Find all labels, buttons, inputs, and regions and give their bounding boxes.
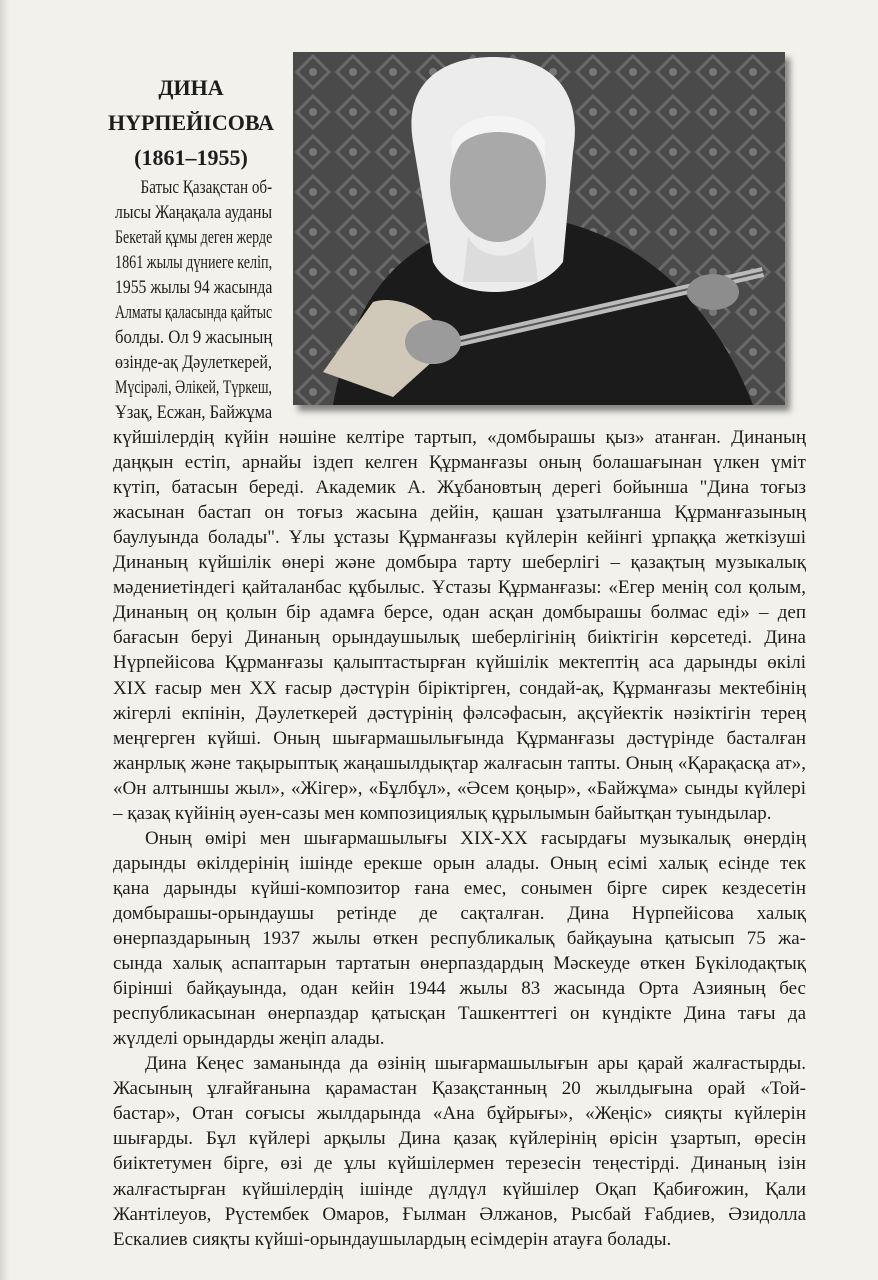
text-line: Бекетай құмы деген жерде	[115, 226, 273, 248]
text-line: 1861 жылы дүниеге келіп,	[115, 251, 273, 273]
text-line: баулуында болады". Ұлы ұстазы Құрманғазы күйлерін кейінгі ұрпаққа жеткізуші	[113, 527, 806, 549]
text-line: болды. Ол 9 жасының	[115, 326, 273, 348]
text-line: XIX ғасыр мен XX ғасыр дәстүрін біріктірген, сондай-ақ, Құрманғазы мектебінің	[113, 677, 806, 699]
text-line: Динаның оң қолын бір адамға берсе, одан асқан домбырашы болмас еді» – деп	[113, 602, 806, 624]
text-line: жалғастырған күйшілердің ішінде дүлдүл күйшілер Оқап Қабиғожин, Қали	[113, 1178, 806, 1200]
article-title	[95, 70, 287, 175]
text-line: өнерпаздарының 1937 жылы өткен республикалық байқауына қатысып 75 жа-	[113, 928, 806, 949]
text-line: мәдениетіндегі қайталанбас құбылыс. Ұстазы Құрманғазы: «Егер менің сол қолым,	[113, 577, 806, 599]
text-line: «Он алтыншы жыл», «Жігер», «Бұлбұл», «Әсем қоңыр», «Байжұма» сынды күйлері	[113, 777, 806, 799]
text-line: бірінші байқауында, одан кейін 1944 жылы 83 жасында Орта Азияның бес	[113, 978, 806, 1000]
text-line: дарынды өкілдерінің ішінде ерекше орын алады. Оның есімі халық есінде тек	[113, 852, 806, 874]
text-line: шығарды. Бұл күйлері арқылы Дина қазақ күйлерінің өрісін ұзартып, өресін	[113, 1128, 806, 1150]
text-line: жігерлі екпінін, Дәулеткерей дәстүрінің фәлсәфасын, ақсүйектік нәзіктігін терең	[113, 702, 806, 724]
text-line: Батыс Қазақстан об-	[140, 176, 273, 198]
text-line: Мүсірәлі, Әлікей, Түркеш,	[115, 376, 272, 398]
text-line: жасынан бастап он тоғыз жасына дейін, қашан ұзатылғанша Құрманғазының	[113, 502, 806, 524]
text-line: Ұзақ, Есжан, Байжұма	[115, 402, 273, 423]
text-line: сында халық аспаптарын тартатын өнерпаздардың Мәскеуде өткен Бүкілодақтық	[113, 953, 806, 974]
text-line: Жантілеуов, Рүстембек Омаров, Ғылман Әлжанов, Рысбай Ғабдиев, Әзидолла	[113, 1203, 806, 1225]
page-edge	[0, 0, 10, 1280]
text-line: меңгерген күйші. Оның шығармашылығында Құрманғазы дәстүрінде басталған	[113, 727, 806, 749]
text-line: домбырашы-орындаушы ретінде де сақталған. Дина Нүрпейісова халық	[113, 902, 806, 924]
text-line: Нүрпейісова Құрманғазы қалыптастырған күйшілік мектептің аса дарынды өкілі	[113, 652, 806, 674]
text-line: Динаның күйшілік өнері және домбыра тарту шеберлігі – қазақтың музыкалық	[113, 552, 806, 574]
title-surname: НҮРПЕЙІСОВА	[107, 110, 275, 135]
text-line: жанрлық және тақырыптық жаңашылдықтар жалғасын тапты. Оның «Қарақасқа ат»,	[113, 752, 806, 774]
text-line: Жасының ұлғайғанына қарамастан Қазақстанның 20 жылдығына орай «Той-	[113, 1078, 806, 1100]
title-first-name: ДИНА	[158, 75, 224, 100]
text-line: 1955 жылы 94 жасында	[115, 276, 273, 298]
text-line: қана дарынды күйші-композитор ғана емес, сонымен бірге сирек кездесетін	[113, 877, 806, 899]
text-line: күйшілердің күйін нәшіне келтіре тартып, «домбырашы қыз» атанған. Динаның	[113, 427, 806, 448]
text-line: даңқын естіп, арнайы іздеп келген Құрманғазы оның болашағынан үлкен үміт	[113, 452, 806, 474]
text-line: биіктетумен бірге, өзі де ұлы күйшілермен терезесін теңестірді. Динаның ізін	[113, 1153, 806, 1175]
text-line: жүлделі орындарды жеңіп алады.	[113, 1028, 385, 1050]
text-line: – қазақ күйінің әуен-сазы мен композициялық құрылымын байытқан туындылар.	[113, 802, 772, 824]
text-line: лысы Жаңақала ауданы	[115, 201, 273, 223]
text-line: Алматы қаласында қайтыс	[115, 301, 273, 323]
portrait-photo	[293, 52, 785, 405]
text-line: Оның өмірі мен шығармашылығы XIX-XX ғасырдағы музыкалық өнердің	[145, 827, 806, 849]
text-line: бағасын беруі Динаның орындаушылық шеберлігінің биіктігін көрсетеді. Дина	[113, 627, 806, 649]
text-line: Ескалиев сияқты күйші-орындаушылардың есімдерін атауға болады.	[113, 1228, 672, 1250]
text-line: республикасынан өнерпаздар қатысқан Ташкенттегі он күндікте Дина тағы да	[113, 1003, 806, 1025]
text-line: өзінде-ақ Дәулеткерей,	[115, 351, 272, 373]
text-line: бастар», Отан соғысы жылдарында «Ана бұйрығы», «Жеңіс» сияқты күйлерін	[113, 1103, 806, 1125]
portrait-icon	[293, 52, 785, 405]
text-line: күтіп, батасын береді. Академик А. Жұбановтың дерегі бойынша "Дина тоғыз	[113, 477, 806, 499]
text-line: Дина Кеңес заманында да өзінің шығармашылығын ары қарай жалғастырды.	[145, 1053, 806, 1075]
title-years: (1861–1955)	[134, 145, 248, 170]
